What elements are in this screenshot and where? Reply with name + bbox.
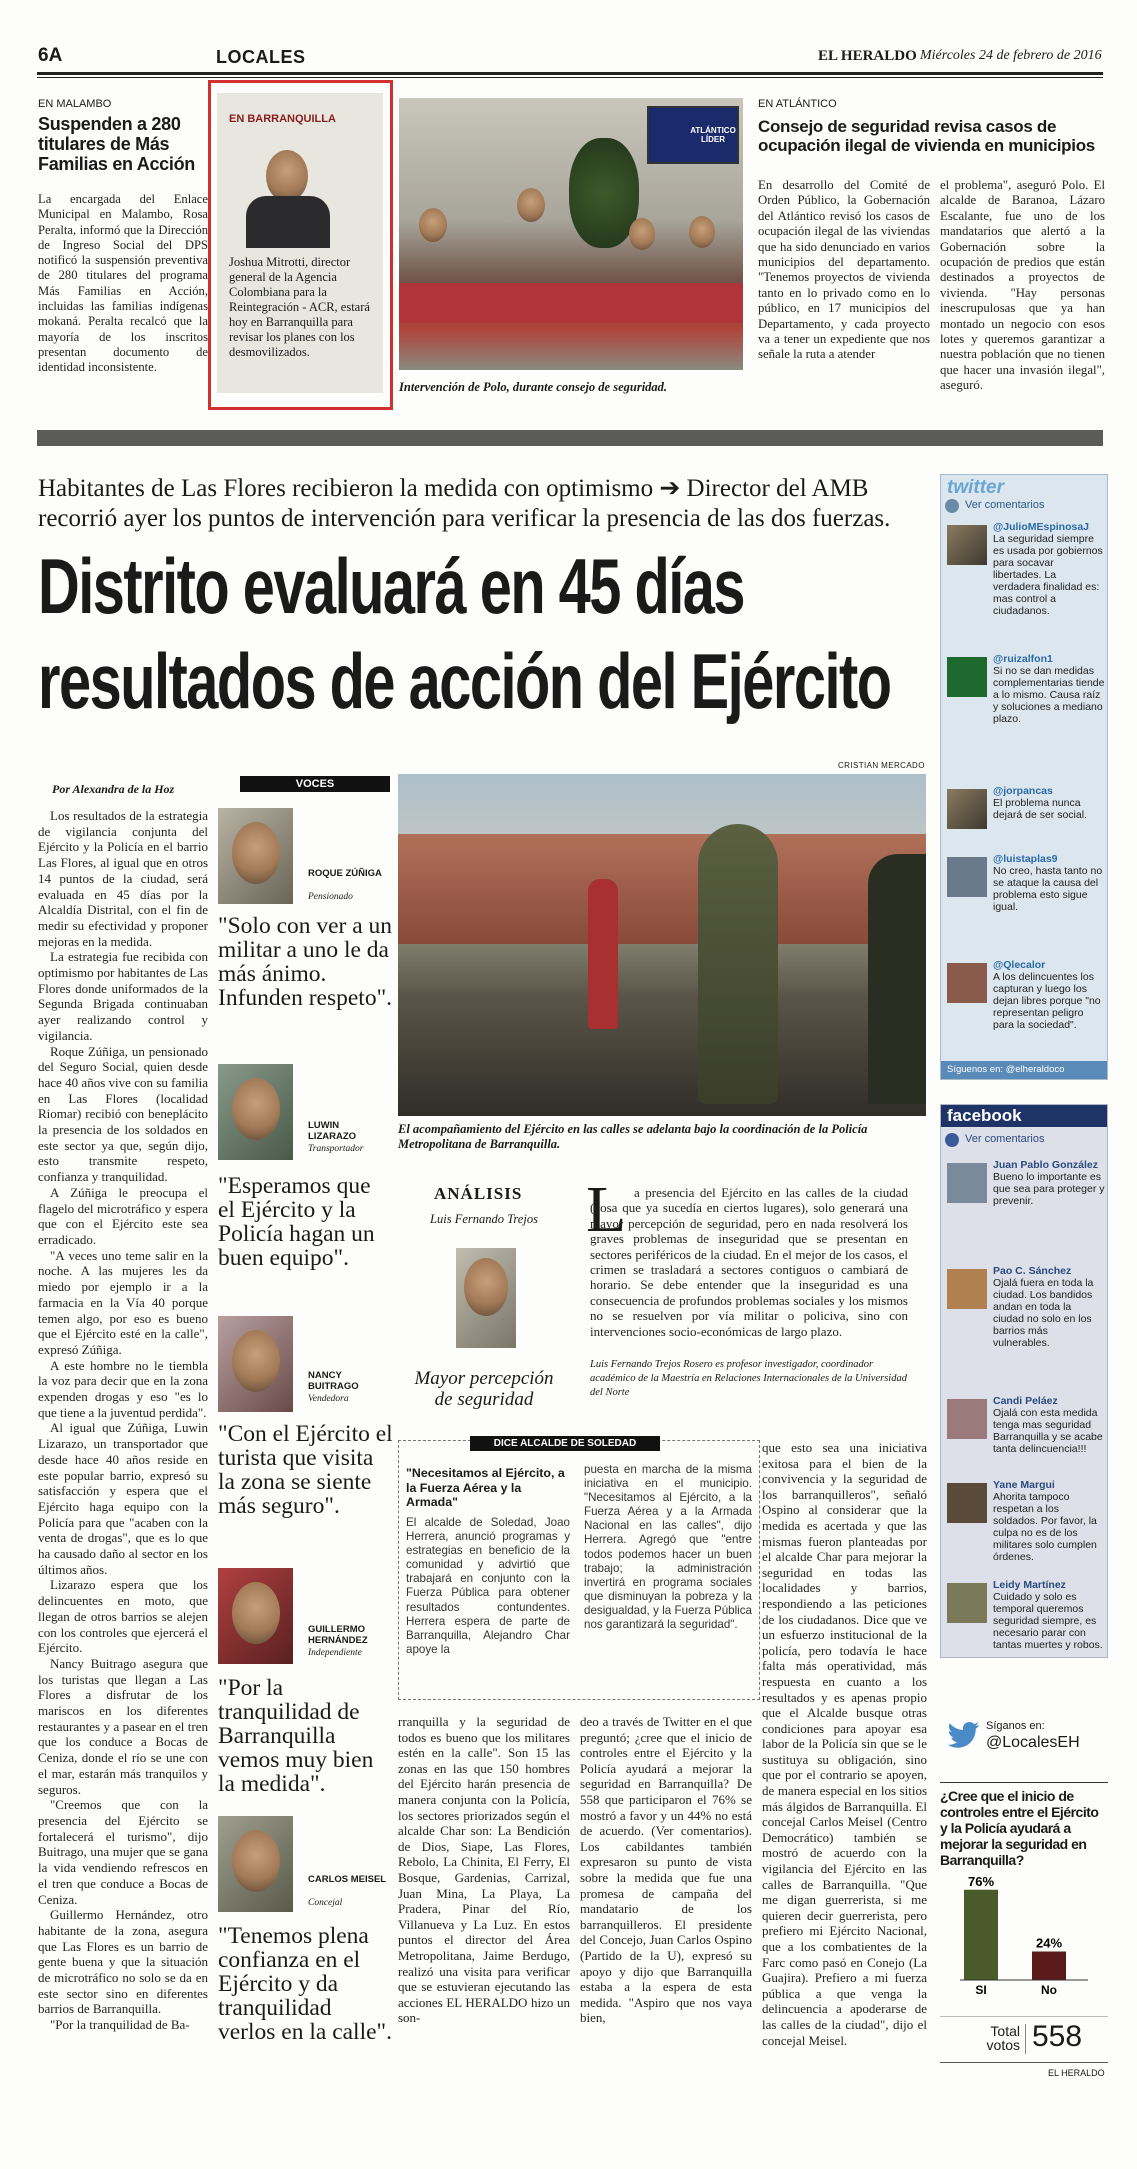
poll-chart — [940, 1870, 1108, 2000]
voces-label: VOCES — [240, 776, 390, 792]
tweet — [941, 853, 1109, 933]
fb-name: Juan Pablo González — [993, 1159, 1099, 1171]
section-label: LOCALES — [216, 47, 306, 67]
edition-date: Miércoles 24 de febrero de 2016 — [920, 48, 1102, 63]
fb-comment — [941, 1159, 1109, 1249]
tweet-text: La seguridad siempre es usada por gobiernos para socavar libertades. La verdadera finalidad es: mas control a ciudadanos. — [993, 533, 1103, 617]
voice-name: LUWIN LIZARAZO — [308, 1120, 357, 1142]
bar-no — [1032, 1952, 1066, 1981]
trejos-photo — [456, 1248, 516, 1348]
paper-name: EL HERALDO — [818, 48, 917, 64]
fb-name: Yane Margui — [993, 1479, 1055, 1491]
fb-text: Ojalá con esta medida tenga mas seguridad Barranquilla y se acabe tanta delincuencia!!! — [993, 1407, 1103, 1455]
voice-name: NANCY BUITRAGO — [308, 1370, 359, 1392]
fb-comment — [941, 1265, 1109, 1385]
tweet-handle: @ruizalfon1 — [993, 653, 1053, 665]
poll-divider — [940, 2016, 1108, 2017]
facebook-panel — [940, 1104, 1108, 1658]
soledad-title: "Necesitamos al Ejército, a la Fuerza Aérea y la Armada" — [406, 1466, 565, 1509]
section-band — [37, 430, 1103, 446]
soledad-col2: puesta en marcha de la misma iniciativa en el municipio. "Necesitamos al Ejército, a la Fuerza Aérea y a la Armada Nacional en las calles", dijo Herrera. Agregó que "entre todos podemos hacer un buen trabajo; la administración invertirá en programa sociales que disminuyan la pobreza y la desigualdad, y la Fuerza Pública nos garantizará la seguridad". — [584, 1463, 752, 1632]
analysis-author: Luis Fernando Trejos — [430, 1212, 538, 1226]
voice-quote: "Esperamos que el Ejército y la Policía hagan un buen equipo". — [218, 1173, 375, 1271]
fb-name: Candi Peláez — [993, 1395, 1058, 1407]
paragraph: "A veces uno teme salir en la noche. A las mujeres les da miedo por ejemplo ir a la farmacia en la Vía 40 porque temen algo, por eso es bueno que el Ejército esté en la calle", expresó Zúñiga. — [38, 1247, 208, 1357]
paragraph: Guillermo Hernández, otro habitante de la zona, asegura que Las Flores es un barrio de gente buena y que la situación de microtráfico no solo se da en este sector sino en diferentes barrios de Barranquilla. — [38, 1907, 208, 2017]
fb-text: Ahorita tampoco respetan a los soldados. Por favor, la culpa no es de los militares solo cumplen órdenes. — [993, 1491, 1097, 1563]
table-cloth — [399, 283, 743, 323]
twitter-footer: Síguenos en: @elheraldoco — [941, 1061, 1107, 1079]
drop-cap: L — [586, 1173, 627, 1246]
brief-kicker: EN MALAMBO — [38, 98, 112, 110]
voice-role: Pensionado — [308, 892, 353, 902]
article-col-1 — [38, 808, 208, 2033]
mitrotti-photo — [241, 138, 331, 248]
article-col-5: que esto sea una iniciativa exitosa para el bien de la convivencia y la seguridad de los barranquilleros", señaló Ospino al considerar que la medida es acertada y que las mismas fueron planteadas por el alcalde Char para mejorar la seguridad en todas las localidades y barrios, respondiendo a las peticiones de los ciudadanos. Dice que ve un esfuerzo institucional de la policía, pero todavía le hace falta más operatividad, más respuesta en cuanto a los resultados y es apenas propio que el Alcalde busque otras condiciones para apoyar esa labor de la Policía sin que se le sustituya su obligación, sino que por el contrario se apoyen, de manera especial en los sitios más álgidos de Barranquilla. El concejal Carlos Meisel (Centro Democrático) también se mostró de acuerdo con la vigilancia del Ejército en las calles de Barranquilla. "Que me digan guerrerista, si me quieren decir guerrerista, pero prefiero mi Ejército Nacional, que a los combatientes de la Farc como pasó en Conejo (La Guajira). Prefiero a mi fuerza pública a que venga la delincuencia a apoderarse de las calles de la ciudad", dijo el concejal Meisel. — [762, 1440, 927, 2048]
army-photo — [398, 774, 926, 1116]
screen — [647, 106, 739, 164]
byline: Por Alexandra de la Hoz — [52, 782, 175, 796]
bar-value-label: 76% — [967, 1873, 995, 1889]
brief-caption: Joshua Mitrotti, director general de la Agencia Colombiana para la Reintegración - ACR, estará hoy en Barranquilla para revisar los planes con los desmovilizados. — [229, 255, 370, 359]
follow-label: Síganos en: — [986, 1720, 1045, 1732]
meisel-photo — [218, 1816, 293, 1912]
comment-icon — [945, 1133, 959, 1147]
tweet-text: A los delincuentes los capturan y luego los dejan libres porque "no representan peligro para la sociedad". — [993, 971, 1101, 1031]
article-col-3: rranquilla y la seguridad de todos es bueno que los militares estén en la calle". Son 15 las zonas en las que 150 hombres del Ejército harán presencia de manera conjunta con la Policía, los sectores priorizados según el alcalde Char son: La Bendición de Dios, Siape, Las Flores, Rebolo, La Chinita, El Ferry, El Bosque, Gardenias, Carrizal, Juan Mina, La Playa, La Pradera, Pinar del Río, Villanueva y La Luz. En estos puntos el director del Área Metropolitana, Jaime Berdugo, realizó una visita para verificar que se estuvieran ejecutando las acciones EL HERALDO hizo un son- — [398, 1714, 570, 2026]
voice-quote: "Con el Ejército el turista que visita la zona se siente más seguro". — [218, 1421, 393, 1519]
poll-rule — [940, 1782, 1108, 1783]
bar-si — [964, 1890, 998, 1980]
paragraph: "Por la tranquilidad de Ba- — [50, 2017, 190, 2033]
fb-comment — [941, 1579, 1109, 1659]
tweet-handle: @Qlecalor — [993, 959, 1046, 971]
pedestrian — [588, 879, 618, 1029]
bar-value-label: 24% — [1035, 1935, 1063, 1951]
tweet-handle: @luistaplas9 — [993, 853, 1058, 865]
total-votes: 558 — [1032, 2020, 1083, 2053]
soledad-label: DICE ALCALDE DE SOLEDAD — [470, 1436, 660, 1451]
headline-line-1: Distrito evaluará en 45 días — [38, 542, 745, 630]
analysis-title: Mayor percepción de seguridad — [414, 1368, 554, 1410]
soledad-col1: El alcalde de Soledad, Joao Herrera, anunció programas y estrategias en beneficio de la comunidad y advirtió que trabajará en conjunto con la Fuerza Pública para obtener resultados contundentes. Herrera espera de parte de Barranquilla, Alejandro Char apoye la — [406, 1516, 570, 1656]
photo-caption: Intervención de Polo, durante consejo de seguridad. — [399, 380, 668, 394]
voice-role: Vendedora — [308, 1394, 349, 1404]
header-rule-thin — [37, 77, 1103, 78]
voice-name: ROQUE ZÚÑIGA — [308, 868, 382, 879]
paragraph: A Zúñiga le preocupa el flagelo del microtráfico y espera que con el Ejército este sea erradicado. — [38, 1184, 208, 1247]
paragraph: Lizarazo espera que los delincuentes en moto, que llegan de otros barrios se alejen con los controles que ejercerá el Ejército. — [38, 1577, 208, 1656]
twitter-sub: Ver comentarios — [965, 499, 1045, 511]
total-label: Total votos — [986, 2023, 1020, 2053]
voice-quote: "Tenemos plena confianza en el Ejército y da tranquilidad verlos en la calle". — [218, 1923, 393, 2045]
fb-name: Leidy Martínez — [993, 1579, 1066, 1591]
twitter-panel — [940, 474, 1108, 1080]
brief-kicker: EN ATLÁNTICO — [758, 98, 837, 110]
facebook-logo: facebook — [941, 1105, 1107, 1127]
paragraph: La estrategia fue recibida con optimismo por habitantes de Las Flores donde uniformados de la Segunda Brigada continuaban ayer realizando control y vigilancia. — [38, 949, 208, 1043]
header-rule — [37, 72, 1103, 75]
page-number: 6A — [38, 45, 63, 66]
brief-kicker: EN BARRANQUILLA — [229, 113, 336, 125]
voice-name: CARLOS MEISEL — [308, 1874, 387, 1885]
fb-comment — [941, 1395, 1109, 1485]
brief-title: Consejo de seguridad revisa casos de ocupación ilegal de vivienda en municipios — [758, 117, 1095, 155]
voice-role: Concejal — [308, 1898, 343, 1908]
voice-name: GUILLERMO HERNÁNDEZ — [308, 1624, 368, 1646]
analysis-label: ANÁLISIS — [434, 1184, 523, 1203]
total-divider — [1025, 2024, 1026, 2054]
luwin-photo — [218, 1064, 293, 1160]
twitter-bird-icon — [948, 1722, 980, 1748]
brief-col1: En desarrollo del Comité de Orden Público, la Gobernación del Atlántico revisó los casos de ocupación ilegal de las viviendas que ha sido denunciado en varios municipios del departamento. "Tenemos proyectos de vivienda tanto en lo privado como en lo público, en 17 municipios del Departamento, y cada proyecto va a tener un expediente que nos señale la ruta a atender — [758, 178, 930, 362]
headline-line-2: resultados de acción del Ejército — [38, 637, 891, 725]
fb-text: Cuidado y solo es temporal queremos seguridad siempre, es necesario parar con tantas muertes y robos. — [993, 1591, 1103, 1651]
tweet-text: El problema nunca dejará de ser social. — [993, 797, 1087, 821]
paragraph: Al igual que Zúñiga, Luwin Lizarazo, un transportador que desde hace 40 años reside en este popular barrio, expresó su satisfacción y espera que el Ejército haga equipo con la Policía para que "acaben con la venta de drogas", que es lo que ha causado daño al sector en los últimos años. — [38, 1420, 208, 1577]
paragraph: Roque Zúñiga, un pensionado del Seguro Social, quien desde hace 40 años vive con su familia en Las Flores (localidad Riomar) recibió con beneplácito la presencia de los soldados en este sector ya que, según dijo, esto transmite respeto, confianza y tranquilidad. — [38, 1043, 208, 1185]
tweet-text: Si no se dan medidas complementarias tiende a lo mismo. Causa raíz y soluciones a mediano plazo. — [993, 665, 1105, 725]
fb-name: Pao C. Sánchez — [993, 1265, 1072, 1277]
brief-text: La encargada del Enlace Municipal en Malambo, Rosa Peralta, informó que la Dirección de Ingreso Social del DPS notificó la suspensión preventiva de 280 titulares del programa Más Familias en Acción, incluidas las familias indígenas mokaná. Peralta recalcó que la mayoría de los inscritos presentan documento de identidad inconsistente. — [38, 192, 208, 375]
photo-credit: CRISTIAN MERCADO — [838, 761, 925, 770]
brick-wall — [398, 834, 926, 944]
follow-handle[interactable]: @LocalesEH — [986, 1734, 1080, 1751]
roque-photo — [218, 808, 293, 904]
tweet-text: No creo, hasta tanto no se ataque la causa del problema esto sigue igual. — [993, 865, 1103, 913]
paragraph: A este hombre no le tiembla la voz para decir que en la zona expenden drogas y eso "es lo que tiene a la juventud perdida". — [38, 1357, 208, 1420]
voces-column — [218, 808, 393, 2080]
tweet — [941, 785, 1109, 845]
analysis-bio: Luis Fernando Trejos Rosero es profesor investigador, coordinador académico de la Maestría en Relaciones Internacionales de la Universidad del Norte — [590, 1359, 907, 1398]
voice-role: Transportador — [308, 1144, 364, 1154]
bar-category-label: SI — [975, 1983, 987, 1997]
screen-text: ATLÁNTICO LÍDER — [690, 126, 736, 144]
brief-title: Suspenden a 280 titulares de Más Familias en Acción — [38, 114, 195, 174]
poll-question: ¿Cree que el inicio de controles entre el Ejército y la Policía ayudará a mejorar la seguridad en Barranquilla? — [940, 1788, 1099, 1868]
facebook-sub: Ver comentarios — [965, 1133, 1045, 1145]
voice-quote: "Por la tranquilidad de Barranquilla vemos muy bien la medida". — [218, 1675, 374, 1797]
paragraph: Los resultados de la estrategia de vigilancia conjunta del Ejército y la Policía en el barrio Las Flores, al igual que en otros 14 puntos de la ciudad, será evaluada en 45 días por la Alcaldía Distrital, con el fin de medir su efectividad y proponer mejoras en la medida. — [38, 808, 208, 949]
voice-quote: "Solo con ver a un militar a uno le da más ánimo. Infunden respeto". — [218, 913, 393, 1011]
paragraph: Nancy Buitrago asegura que los turistas que llegan a Las Flores a disfrutar de los mariscos en los diferentes restaurantes y a pasear en el tren que los conduce a Bocas de Ceniza, donde el río se une con el mar, estarán más tranquilos y seguros. — [38, 1655, 208, 1797]
tweet — [941, 959, 1109, 1059]
soldier — [698, 824, 778, 1104]
fb-text: Bueno lo importante es que sea para proteger y prevenir. — [993, 1171, 1105, 1207]
tweet — [941, 521, 1109, 631]
voice-role: Independiente — [308, 1648, 362, 1658]
footer-brand: EL HERALDO — [1048, 2068, 1105, 2078]
fb-text: Ojalá fuera en toda la ciudad. Los bandidos andan en toda la ciudad no solo en los barrios más vulnerables. — [993, 1277, 1094, 1349]
brief-col2: el problema", aseguró Polo. El alcalde de Baranoa, Lázaro Escalante, fue uno de los mandatarios que alertó a la Gobernación sobre la ocupación de predios que están destinados a proyectos de vivienda. "Hay personas inescrupulosas que ya han montado un negocio con esos lotes y queremos garantizar a nuestra población que no tienen que hacer una invasión ilegal", aseguró. — [940, 178, 1105, 393]
main-photo-caption: El acompañamiento del Ejército en las calles se adelanta bajo la coordinación de la Policía Metropolitana de Barranquilla. — [398, 1122, 868, 1151]
tweet-handle: @JulioMEspinosaJ — [993, 521, 1090, 533]
tweet-handle: @jorpancas — [993, 785, 1053, 797]
twitter-logo: twitter — [947, 477, 1004, 498]
highlight-box — [208, 80, 393, 410]
article-col-4: deo a través de Twitter en el que preguntó; ¿cree que el inicio de controles entre el Ejército y la Policía ayudará a mejorar la seguridad en Barranquilla? De 558 que participaron el 76% se mostró a favor y un 44% no está de acuerdo. (Ver comentarios). Los cabildantes también expresaron su punto de vista sobre la medida que fue una promesa de campaña del mandatario de los barranquilleros. El presidente del Concejo, Juan Carlos Ospino (Partido de la U), expresó su apoyo y dijo que Barranquilla estaba a la espera de esta medida. "Aspiro que nos vaya bien, — [580, 1714, 752, 2026]
poll-bottom-rule — [940, 2062, 1108, 2063]
bar-category-label: No — [1041, 1983, 1057, 1997]
tweet — [941, 653, 1109, 763]
deck: Habitantes de Las Flores recibieron la medida con optimismo ➔ Director del AMB recorrió ayer los puntos de intervención para verificar la presencia de las dos fuerzas. — [38, 475, 891, 532]
paragraph: "Creemos que con la presencia del Ejército se fortalecerá el turismo", dijo Buitrago, una mujer que se gana la vida vendiendo refrescos en el tren que conduce a Bocas de Ceniza. — [38, 1797, 208, 1907]
soldier-2 — [868, 854, 926, 1104]
nancy-photo — [218, 1316, 293, 1412]
fb-comment — [941, 1479, 1109, 1579]
analysis-text: a presencia del Ejército en las calles de la ciudad (cosa que ya sucedía en ciertos lugares), solo generará una mayor percepción de seguridad, pero en nada resolverá los graves problemas de inseguridad que se presentan en sectores periféricos de la ciudad. En el mejor de los casos, el crimen se trasladará a sectores contiguos o cambiará de horario. Se debe entender que la inseguridad es una consecuencia de profundos problemas sociales y los mismos no se resuelven por vía militar o policiva, sino con intervenciones socio-económicas de largo plazo. — [590, 1185, 908, 1339]
guillermo-photo — [218, 1568, 293, 1664]
comment-icon — [945, 499, 959, 513]
council-photo — [399, 98, 743, 370]
